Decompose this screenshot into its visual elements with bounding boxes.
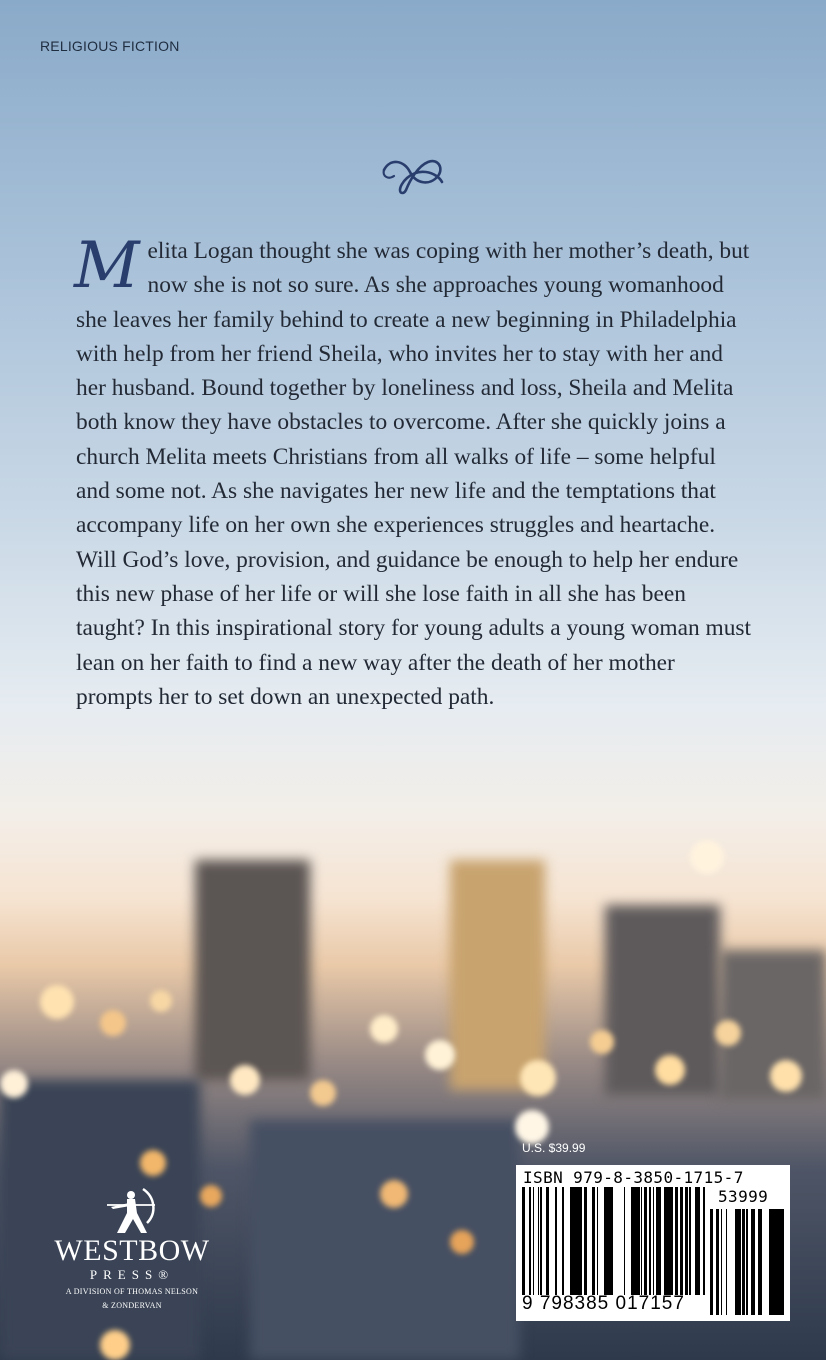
barcode-bar (656, 1187, 659, 1295)
barcode-bar (752, 1209, 753, 1315)
barcode-bar (769, 1209, 772, 1315)
barcode-bar (580, 1187, 582, 1295)
archer-icon (97, 1183, 167, 1237)
bokeh-light (450, 1230, 474, 1254)
flourish-icon (380, 150, 446, 196)
barcode-bar (597, 1187, 598, 1295)
barcode-bar (636, 1187, 637, 1295)
bokeh-light (150, 990, 172, 1012)
barcode-bar (735, 1209, 738, 1315)
barcode-bar (584, 1187, 586, 1295)
barcode-bar (634, 1187, 636, 1295)
publisher-division-2: & ZONDERVAN (102, 1301, 162, 1310)
barcode-bar (695, 1187, 696, 1295)
bokeh-light (310, 1080, 336, 1106)
bokeh-light (380, 1180, 408, 1208)
addon-bars (710, 1209, 784, 1315)
skyline-tower (250, 1120, 520, 1360)
barcode-bar (758, 1209, 760, 1315)
barcode-bar (776, 1209, 777, 1315)
barcode-bar (669, 1187, 671, 1295)
barcode-bar (721, 1209, 722, 1315)
barcode-bar (777, 1209, 779, 1315)
barcode-bar (772, 1209, 773, 1315)
barcode-bar (726, 1209, 727, 1315)
barcode-bar (671, 1187, 673, 1295)
barcode-bar (577, 1187, 580, 1295)
publisher-division: A DIVISION OF THOMAS NELSON (65, 1287, 199, 1296)
barcode-bar (608, 1187, 609, 1295)
isbn-barcode (516, 1165, 790, 1321)
bokeh-light (140, 1150, 166, 1176)
barcode-bar (641, 1187, 642, 1295)
barcode-bar (710, 1209, 713, 1315)
barcode-bar (529, 1187, 531, 1295)
barcode-bar (546, 1187, 549, 1295)
barcode-bar (704, 1187, 705, 1295)
barcode-bar (592, 1187, 593, 1295)
barcode-bar (753, 1209, 755, 1315)
bokeh-light (230, 1065, 260, 1095)
barcode-bar (540, 1187, 541, 1295)
barcode-bar (593, 1187, 595, 1295)
barcode-bar (666, 1187, 669, 1295)
barcode-bar (760, 1209, 762, 1315)
barcode-bar (611, 1187, 613, 1295)
barcode-bar (746, 1209, 748, 1315)
bokeh-light (770, 1060, 802, 1092)
bokeh-light (370, 1015, 398, 1043)
bokeh-light (100, 1330, 130, 1360)
barcode-bar (562, 1187, 564, 1295)
barcode-bar (685, 1187, 688, 1295)
publisher-logo (34, 1183, 230, 1333)
barcode-bar (522, 1187, 525, 1295)
barcode-bar (649, 1187, 651, 1295)
bokeh-light (515, 1110, 549, 1144)
barcode-bar (675, 1187, 678, 1295)
barcode-bar (659, 1187, 661, 1295)
barcode-bar (644, 1187, 647, 1295)
bokeh-light (40, 985, 74, 1019)
blurb-paragraph (74, 229, 754, 714)
genre-label: RELIGIOUS FICTION (40, 38, 180, 54)
bokeh-light (100, 1010, 126, 1036)
barcode-bar (773, 1209, 776, 1315)
bokeh-light (715, 1020, 741, 1046)
barcode-bar (533, 1187, 534, 1295)
barcode-bar (689, 1187, 691, 1295)
blurb-text: elita Logan thought she was coping with her mother’s death, but now she is not so sure. As she approaches young womanhood she leaves her family behind to create a new beginning in Philadelphia with help from her friend Sheila, who invites her to stay with her and her husband. Bound together by loneliness and loss, Sheila and Melita both know they have obstacles to overcome. After she quickly joins a church Melita meets Christians from all walks of life – some helpful and some not. As she navigates her new life and the temptations that accompany life on her own she experiences struggles and heartache. Will God’s love, provision, and guidance be enough to help her endure this new phase of her life or will she lose faith in all she has been taught? In this inspirational story for young adults a young woman must lean on her faith to find a new way after the death of her mother prompts her to set down an unexpected path. (76, 238, 751, 710)
ean-digits: 9 798385 017157 (522, 1293, 685, 1314)
bokeh-light (425, 1040, 455, 1070)
barcode-bar (703, 1187, 704, 1295)
bokeh-light (655, 1055, 685, 1085)
bokeh-light (0, 1070, 28, 1098)
barcode-bar (610, 1187, 611, 1295)
barcode-bar (742, 1209, 745, 1315)
barcode-bar (779, 1209, 782, 1315)
skyline-tower (195, 860, 310, 1080)
bokeh-light (690, 840, 724, 874)
barcode-bar (586, 1187, 587, 1295)
price-addon-digits: 53999 (718, 1187, 769, 1206)
publisher-name: WESTBOW (54, 1234, 210, 1267)
price-label: U.S. $39.99 (522, 1141, 586, 1155)
skyline-tower (450, 860, 545, 1090)
bokeh-light (590, 1030, 614, 1054)
barcode-bar (696, 1187, 697, 1295)
barcode-bar (631, 1187, 634, 1295)
barcode-bar (664, 1187, 666, 1295)
barcode-bar (609, 1187, 610, 1295)
barcode-bar (541, 1187, 542, 1295)
ean-bars (522, 1187, 706, 1295)
isbn-number: ISBN 979-8-3850-1715-7 (523, 1168, 744, 1187)
barcode-bar (571, 1187, 574, 1295)
barcode-bar (538, 1187, 539, 1295)
barcode-bar (606, 1187, 608, 1295)
barcode-bar (782, 1209, 784, 1315)
barcode-bar (697, 1187, 700, 1295)
barcode-bar (716, 1209, 719, 1315)
bokeh-light (520, 1060, 556, 1096)
drop-cap: M (74, 229, 140, 303)
publisher-press: PRESS® (89, 1267, 175, 1282)
barcode-bar (653, 1187, 654, 1295)
barcode-bar (574, 1187, 577, 1295)
barcode-bar (680, 1187, 683, 1295)
barcode-bar (751, 1209, 752, 1315)
barcode-bar (738, 1209, 740, 1315)
barcode-bar (570, 1187, 571, 1295)
barcode-bar (624, 1187, 625, 1295)
barcode-bar (555, 1187, 557, 1295)
barcode-bar (740, 1209, 741, 1315)
barcode-bar (604, 1187, 606, 1295)
barcode-bar (637, 1187, 640, 1295)
